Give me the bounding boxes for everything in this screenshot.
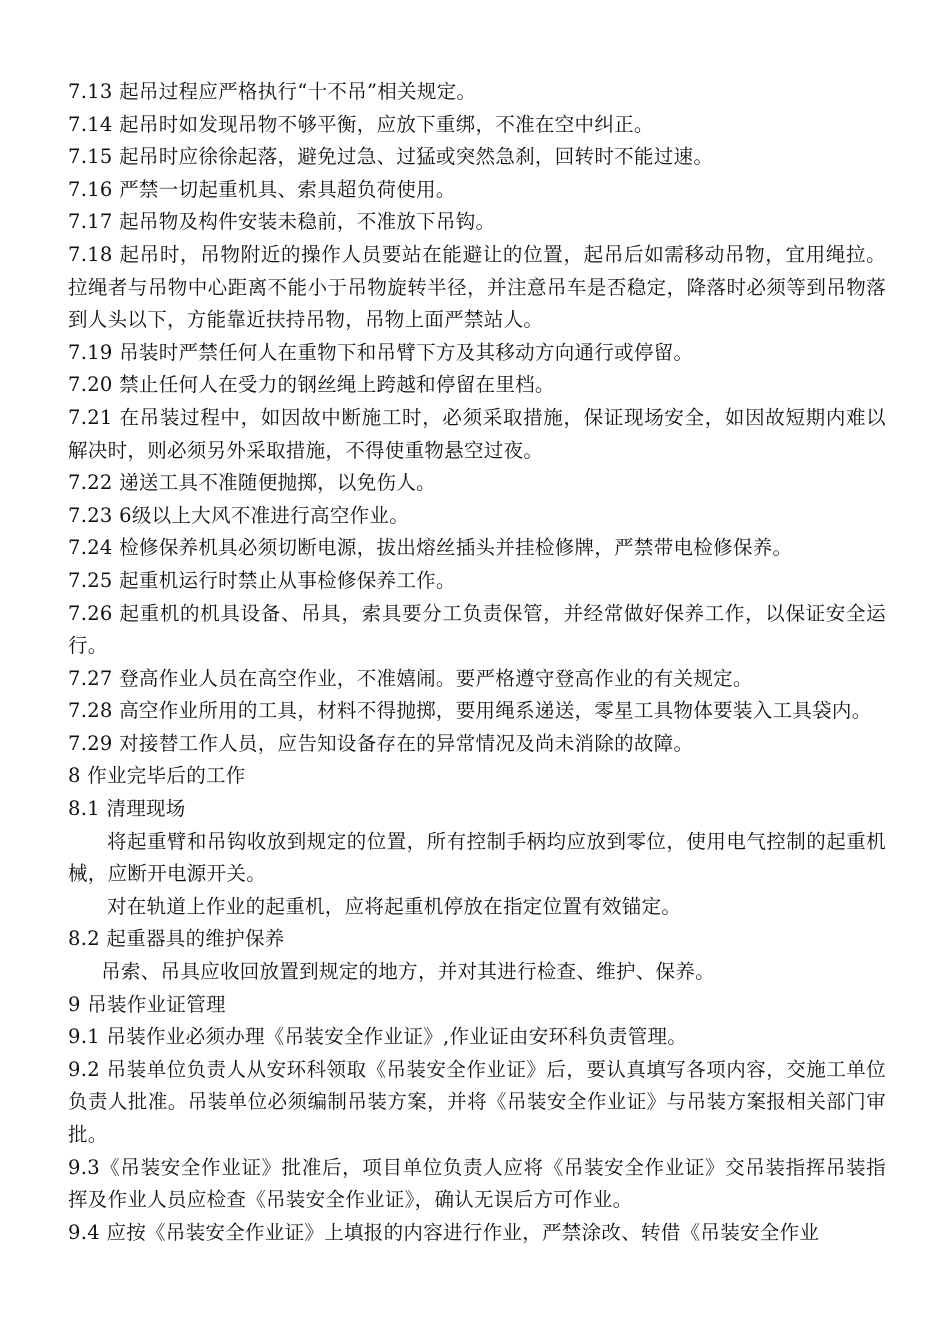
clause-7-13: 7.13 起吊过程应严格执行“十不吊”相关规定。 bbox=[68, 80, 477, 103]
paragraph-8-1-b: 对在轨道上作业的起重机，应将起重机停放在指定位置有效锚定。 bbox=[107, 894, 682, 918]
clause-7-20: 7.20 禁止任何人在受力的钢丝绳上跨越和停留在里档。 bbox=[68, 373, 555, 397]
clause-7-24: 7.24 检修保养机具必须切断电源，拔出熔丝插头并挂检修牌，严禁带电检修保养。 bbox=[68, 536, 793, 560]
subsection-heading-8-2: 8.2 起重器具的维护保养 bbox=[68, 927, 285, 951]
clause-7-29: 7.29 对接替工作人员，应告知设备存在的异常情况及尚未消除的故障。 bbox=[68, 731, 694, 755]
clause-7-16: 7.16 严禁一切起重机具、索具超负荷使用。 bbox=[68, 177, 456, 201]
clause-7-25: 7.25 起重机运行时禁止从事检修保养工作。 bbox=[68, 568, 456, 592]
clause-7-23: 7.23 6级以上大风不准进行高空作业。 bbox=[68, 503, 410, 527]
clause-7-21: 7.21 在吊装过程中，如因故中断施工时，必须采取措施，保证现场安全，如因故短期内难以解决时，则必须另外采取措施，不得使重物悬空过夜。 bbox=[68, 405, 886, 462]
clause-9-1: 9.1 吊装作业必须办理《吊装安全作业证》,作业证由安环科负责管理。 bbox=[68, 1025, 688, 1049]
clause-7-18: 7.18 起吊时，吊物附近的操作人员要站在能避让的位置，起吊后如需移动吊物，宜用绳拉。拉绳者与吊物中心距离不能小于吊物旋转半径，并注意吊车是否稳定，降落时必须等到吊物落到人头以下，方能靠近扶持吊物，吊物上面严禁站人。 bbox=[68, 242, 886, 332]
clause-7-26: 7.26 起重机的机具设备、吊具，索具要分工负责保管，并经常做好保养工作，以保证安全运行。 bbox=[68, 601, 886, 658]
clause-7-27: 7.27 登高作业人员在高空作业，不准嬉闹。要严格遵守登高作业的有关规定。 bbox=[68, 666, 753, 690]
clause-9-2: 9.2 吊装单位负责人从安环科领取《吊装安全作业证》后，要认真填写各项内容，交施工单位负责人批准。吊装单位必须编制吊装方案，并将《吊装安全作业证》与吊装方案报相关部门审批。 bbox=[68, 1057, 886, 1146]
document-body bbox=[68, 76, 886, 1249]
clause-7-22: 7.22 递送工具不准随便抛掷，以免伤人。 bbox=[68, 471, 436, 495]
section-heading-8: 8 作业完毕后的工作 bbox=[68, 764, 246, 788]
clause-7-15: 7.15 起吊时应徐徐起落，避免过急、过猛或突然急刹，回转时不能过速。 bbox=[68, 145, 714, 169]
clause-7-28: 7.28 高空作业所用的工具，材料不得抛掷，要用绳系递送，零星工具物体要装入工具袋内。 bbox=[68, 699, 872, 723]
paragraph-8-1-a: 将起重臂和吊钩收放到规定的位置，所有控制手柄均应放到零位，使用电气控制的起重机械，应断开电源开关。 bbox=[68, 829, 886, 886]
subsection-heading-8-1: 8.1 清理现场 bbox=[68, 797, 186, 821]
clause-7-14: 7.14 起吊时如发现吊物不够平衡，应放下重绑，不准在空中纠正。 bbox=[68, 112, 654, 136]
section-heading-9: 9 吊装作业证管理 bbox=[68, 992, 226, 1016]
clause-9-4: 9.4 应按《吊装安全作业证》上填报的内容进行作业，严禁涂改、转借《吊装安全作业 bbox=[68, 1220, 820, 1244]
clause-7-17: 7.17 起吊物及构件安装未稳前，不准放下吊钩。 bbox=[68, 210, 496, 234]
paragraph-8-2-a: 吊索、吊具应收回放置到规定的地方，并对其进行检查、维护、保养。 bbox=[101, 960, 715, 984]
clause-9-3: 9.3《吊装安全作业证》批准后，项目单位负责人应将《吊装安全作业证》交吊装指挥吊装指挥及作业人员应检查《吊装安全作业证》，确认无误后方可作业。 bbox=[68, 1155, 886, 1212]
clause-7-19: 7.19 吊装时严禁任何人在重物下和吊臂下方及其移动方向通行或停留。 bbox=[68, 340, 694, 364]
